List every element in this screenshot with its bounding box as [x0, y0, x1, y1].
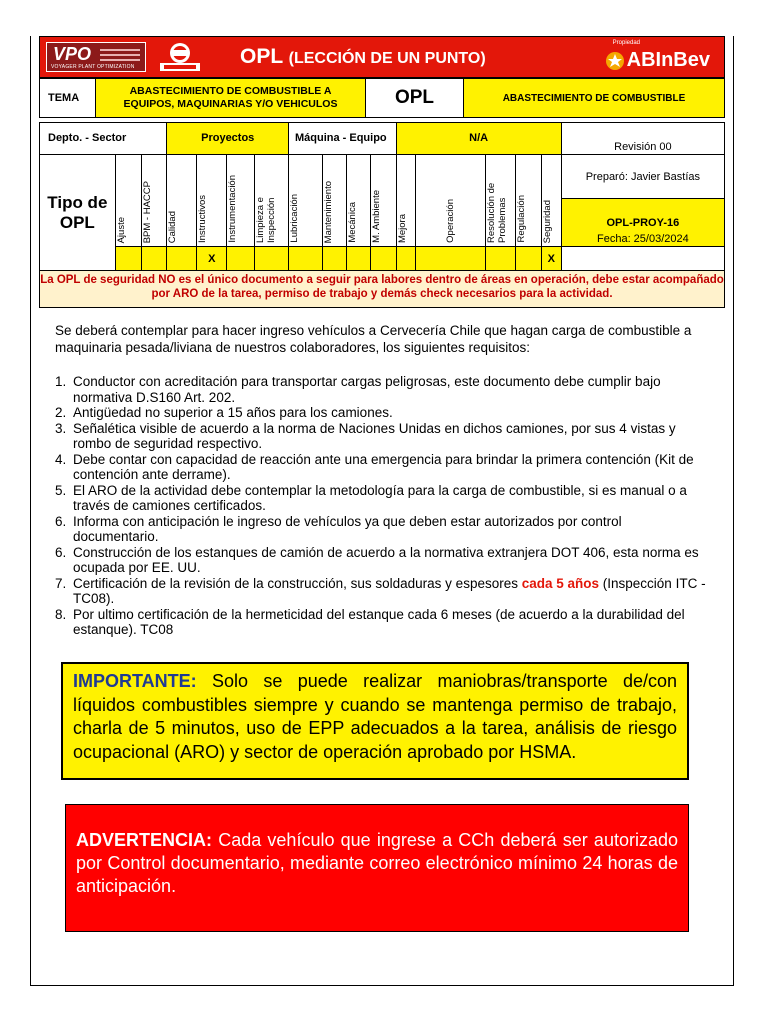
list-item: 1. Conductor con acreditación para transportar cargas peligrosas, este documento debe cumplir bajo normativa D.S160 Art. 202.	[55, 374, 661, 405]
info-table	[39, 122, 725, 272]
mark-lubricacion	[288, 246, 322, 271]
cat-lubricacion: Lubricación	[288, 194, 300, 243]
preparo: Preparó: Javier Bastías	[561, 154, 724, 198]
tipo-opl-label: Tipo de OPL	[40, 154, 116, 271]
list-item: 6. Informa con anticipación le ingreso de vehículos ya que deben estar autorizados por control documentario.	[55, 513, 622, 544]
cat-operacion: Operación	[445, 199, 457, 243]
revision: Revisión 00	[561, 123, 724, 155]
mark-operacion	[416, 246, 486, 271]
cat-m-ambiente: M. Ambiente	[370, 190, 382, 243]
cat-mantenimiento: Mantenimiento	[322, 180, 334, 243]
list-item: 6. Construcción de los estanques de camión de acuerdo a la normativa extranjera DOT 406, esta norma es ocupada por EE. UU.	[55, 544, 699, 575]
opl-value: ABASTECIMIENTO DE COMBUSTIBLE	[464, 79, 725, 118]
requirements-list	[49, 374, 709, 638]
cat-resolucion: Resolución de Problemas	[485, 182, 508, 243]
mark-mantenimiento	[322, 246, 346, 271]
mark-calidad	[167, 246, 197, 271]
cat-limpieza: Limpieza e Inspección	[255, 197, 278, 243]
maquina-label: Máquina - Equipo	[288, 123, 396, 155]
cat-calidad: Calidad	[167, 210, 179, 243]
cat-mejora: Mejora	[396, 213, 408, 243]
opl-label: OPL	[366, 79, 464, 118]
truck-logo-icon	[158, 41, 202, 73]
mark-mecanica	[346, 246, 370, 271]
mark-instructivos: X	[197, 246, 227, 271]
list-item: 8. Por ultimo certificación de la hermeticidad del estanque cada 6 meses (de acuerdo a la durabilidad del estanque). TC08	[55, 606, 685, 637]
cat-bpm-haccp: BPM - HACCP	[141, 180, 153, 243]
abinbev-logo: Propiedad ABInBev	[605, 43, 710, 72]
abinbev-star-icon	[605, 51, 625, 71]
depto-label: Depto. - Sector	[40, 123, 167, 155]
list-item: 2. Antigüedad no superior a 15 años para los camiones.	[55, 405, 393, 420]
vpo-logo: VPO VOYAGER PLANT OPTIMIZATION	[46, 42, 146, 72]
document-title: OPL (LECCIÓN DE UN PUNTO)	[240, 45, 486, 68]
cat-regulacion: Regulación	[515, 195, 527, 243]
tema-value: ABASTECIMIENTO DE COMBUSTIBLE A EQUIPOS, MAQUINARIAS Y/O VEHICULOS	[96, 79, 366, 118]
advertencia-text: Cada vehículo que ingrese a CCh deberá ser autorizado por Control documentario, mediante correo electrónico mínimo 24 horas de anticipación.	[76, 830, 678, 896]
maquina-value: N/A	[396, 123, 561, 155]
mark-ajuste	[115, 246, 141, 271]
safety-warning: La OPL de seguridad NO es el único documento a seguir para labores dentro de áreas en operación, debe estar acompañado por ARO de la tarea, permiso de trabajo y demás check necesarios para la actividad.	[39, 270, 725, 308]
intro-text: Se deberá contemplar para hacer ingreso vehículos a Cervecería Chile que hagan carga de combustible a maquinaria pesada/liviana de nuestros colaboradores, los siguientes requisitos:	[55, 323, 692, 355]
cat-seguridad: Seguridad	[541, 199, 553, 243]
document-page	[30, 36, 734, 986]
depto-value: Proyectos	[167, 123, 289, 155]
list-item: 7. Certificación de la revisión de la construcción, sus soldaduras y espesores cada 5 años (Inspección ITC - TC08).	[55, 575, 706, 606]
mark-bpm	[141, 246, 167, 271]
list-item: 3. Señalética visible de acuerdo a la norma de Naciones Unidas en dichos camiones, por sus 4 vistas y rombo de seguridad respectivo.	[55, 420, 676, 451]
opl-code: OPL-PROY-16	[561, 199, 724, 247]
cat-mecanica: Mecánica	[346, 202, 358, 243]
fecha: Fecha: 25/03/2024	[561, 226, 724, 251]
important-box	[61, 662, 689, 780]
advertencia-box	[65, 804, 689, 932]
important-text: Solo se puede realizar maniobras/transporte de/con líquidos combustibles siempre y cuando se mantenga permiso de trabajo, charla de 5 minutos, uso de EPP adecuados a la tarea, análisis de riesgo ocupacional (ARO) y sector de operación aprobado por HSMA.	[73, 671, 677, 762]
list-item: 4. Debe contar con capacidad de reacción ante una emergencia para brindar la primera contención (Kit de contención ante derrame).	[55, 451, 694, 482]
header-bar	[39, 36, 725, 78]
important-label: IMPORTANTE:	[73, 671, 197, 691]
mark-m-ambiente	[370, 246, 396, 271]
list-item: 5. El ARO de la actividad debe contemplar la metodología para la carga de combustible, si es manual o a través de camiones certificados.	[55, 482, 687, 513]
mark-seguridad: X	[541, 246, 561, 271]
tema-label: TEMA	[40, 79, 96, 118]
advertencia-label: ADVERTENCIA:	[76, 830, 213, 850]
mark-mejora	[396, 246, 416, 271]
cat-instructivos: Instructivos	[197, 194, 209, 243]
cat-ajuste: Ajuste	[115, 216, 127, 243]
highlight-cada-5-anos: cada 5 años	[521, 575, 600, 591]
mark-regulacion	[515, 246, 541, 271]
mark-instrumentacion	[227, 246, 255, 271]
cat-instrumentacion: Instrumentación	[227, 175, 239, 243]
mark-resolucion	[485, 246, 515, 271]
mark-limpieza	[255, 246, 289, 271]
tema-row	[39, 78, 725, 118]
